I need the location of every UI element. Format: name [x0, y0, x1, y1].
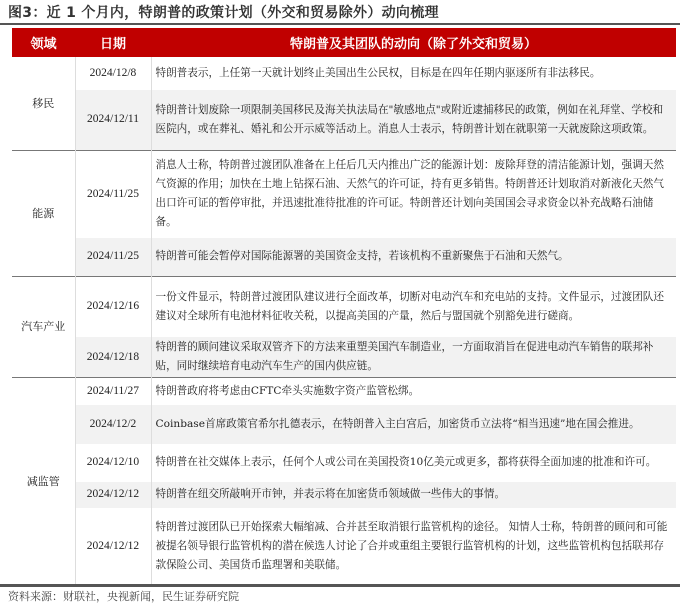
date-cell: 2024/11/27: [75, 378, 151, 405]
date-cell: 2024/12/10: [75, 444, 151, 482]
domain-cell: 能源: [12, 150, 75, 276]
domain-cell: 移民: [12, 57, 75, 150]
date-cell: 2024/12/18: [75, 337, 151, 378]
source-note: 资料来源：财联社，央视新闻，民生证券研究院: [8, 590, 239, 603]
table-row: [12, 337, 676, 378]
header-date: 日期: [75, 28, 151, 57]
content-cell: 特朗普的顾问建议采取双管齐下的方法来重塑美国汽车制造业，一方面取消旨在促进电动汽车销售的联邦补贴，同时继续培育电动汽车生产的国内供应链。: [151, 337, 676, 378]
policy-table: [12, 28, 676, 586]
date-cell: 2024/12/8: [75, 57, 151, 90]
content-cell: 特朗普在社交媒体上表示，任何个人或公司在美国投资10亿美元或更多，都将获得全面加速的批准和许可。: [155, 456, 657, 468]
date-cell: 2024/12/12: [75, 482, 151, 508]
date-cell: 2024/11/25: [75, 150, 151, 238]
date-cell: 2024/12/11: [75, 90, 151, 150]
header-content: 特朗普及其团队的动向（除了外交和贸易）: [151, 28, 676, 57]
table-row: [12, 508, 676, 586]
table-bottom-divider: [0, 584, 680, 587]
content-cell: 消息人士称，特朗普过渡团队准备在上任后几天内推出广泛的能源计划：废除拜登的清洁能源计划，强调天然气资源的作用；加快在土地上钻探石油、天然气的许可证，持有更多销售。特朗普还计划取消对新液化天然气出口许可证的暂停审批，并迅速批准待批准的许可证。特朗普还计划向美国国会寻求资金以补充战略石油储备。: [151, 150, 676, 238]
figure-title: 图3：近 1 个月内，特朗普的政策计划（外交和贸易除外）动向梳理: [8, 5, 439, 21]
content-cell: 特朗普可能会暂停对国际能源署的美国资金支持，若该机构不重新聚焦于石油和天然气。: [151, 238, 676, 276]
content-cell: 特朗普计划废除一项限制美国移民及海关执法局在"敏感地点"或附近逮捕移民的政策，例如在礼拜堂、学校和医院内，或在葬礼、婚礼和公开示威等活动上。消息人士表示，特朗普计划在就职第一天就废除这项政策。: [151, 90, 676, 150]
title-divider: [0, 23, 680, 25]
table-row: [12, 150, 676, 238]
table-header: [12, 28, 676, 57]
table-body: [12, 57, 676, 586]
date-cell: 2024/12/16: [75, 276, 151, 337]
content-cell: 特朗普政府将考虑由CFTC牵头实施数字资产监管松绑。: [151, 378, 676, 405]
date-cell: 2024/12/2: [75, 405, 151, 444]
domain-cell: 汽车产业: [12, 276, 75, 378]
table-row: [12, 90, 676, 150]
table-row: [12, 444, 676, 482]
table-row: [12, 482, 676, 508]
content-cell: 特朗普过渡团队已开始探索大幅缩减、合并甚至取消银行监管机构的途径。 知情人士称，特朗普的顾问和可能被提名领导银行监管机构的潜在候选人讨论了合并或重组主要银行监管机构的计划，这些监管机构包括联邦存款保险公司、美国货币监理署和美联储。: [155, 521, 668, 571]
date-cell: 2024/11/25: [75, 238, 151, 276]
content-cell: 特朗普表示，上任第一天就计划终止美国出生公民权，目标是在四年任期内驱逐所有非法移民。: [155, 67, 601, 79]
table-row: [12, 238, 676, 276]
table-row: [12, 57, 676, 90]
table-row: [12, 276, 676, 337]
content-cell: Coinbase首席政策官希尔扎德表示，在特朗普入主白宫后，加密货币立法将“相当迅速”地在国会推进。: [151, 405, 676, 444]
domain-cell: 减监管: [12, 378, 75, 586]
date-cell: 2024/12/12: [75, 508, 151, 586]
table-row: [12, 405, 676, 444]
header-domain: 领域: [12, 28, 75, 57]
table-row: [12, 378, 676, 405]
content-cell: 一份文件显示，特朗普过渡团队建议进行全面改革，切断对电动汽车和充电站的支持。文件显示，过渡团队还建议对全球所有电池材料征收关税，以提高美国的产量，然后与盟国就个别豁免进行磋商。: [151, 276, 676, 337]
content-cell: 特朗普在纽交所敲响开市钟，并表示将在加密货币领域做一些伟大的事情。: [151, 482, 676, 508]
